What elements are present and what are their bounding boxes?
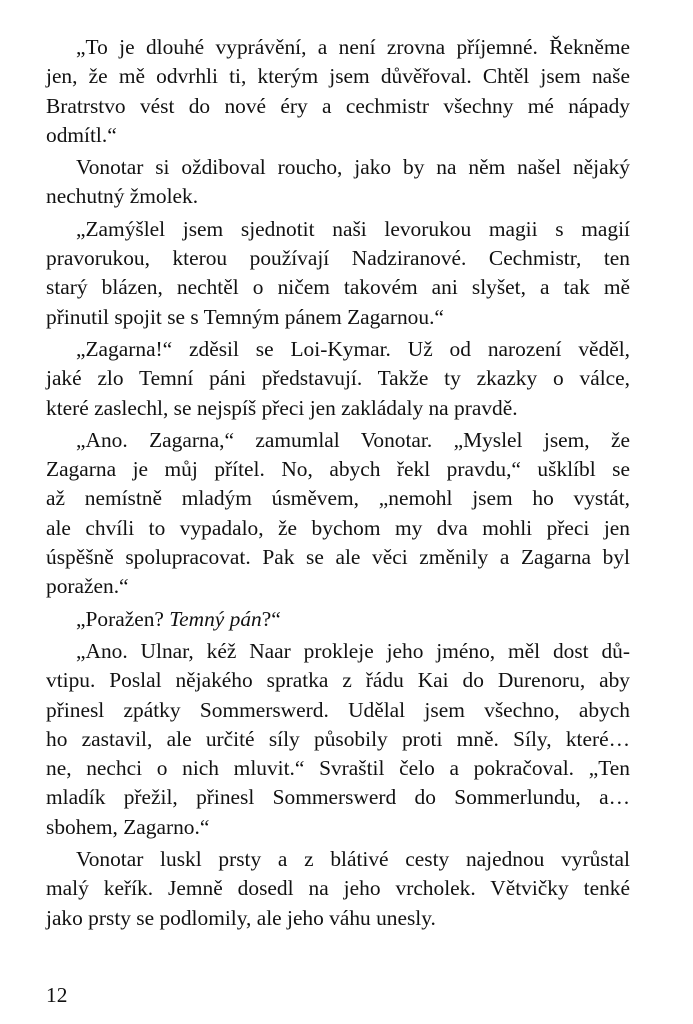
text-line: „Ano. Ulnar, kéž Naar prokleje jeho jméno, měl dost dů- — [76, 638, 630, 663]
text-line: Vonotar si oždiboval roucho, jako by na něm našel nějaký — [76, 155, 630, 180]
paragraph-6 — [46, 605, 630, 634]
text-line: až nemístně mladým úsměvem, „nemohl jsem ho vystát, — [46, 486, 630, 511]
paragraph-2 — [46, 153, 630, 212]
italic-text: Temný pán — [169, 606, 262, 631]
text-line: přinutil spojit se s Temným pánem Zagarnou.“ — [46, 304, 444, 329]
text-line: starý blázen, nechtěl o ničem takovém ani slyšet, a tak mě — [46, 275, 630, 300]
text-suffix: ?“ — [261, 606, 281, 631]
text-line: ale chvíli to vypadalo, že bychom my dva mohli přeci jen — [46, 515, 630, 540]
text-line: ne, nechci o nich mluvit.“ Svraštil čelo a pokračoval. „Ten — [46, 756, 630, 781]
paragraph-1 — [46, 33, 630, 150]
text-line: „Ano. Zagarna,“ zamumlal Vonotar. „Myslel jsem, že — [76, 427, 630, 452]
text-line: malý keřík. Jemně dosedl na jeho vrcholek. Větvičky tenké — [46, 876, 630, 901]
text-line: odmítl.“ — [46, 122, 117, 147]
paragraph-8 — [46, 845, 630, 933]
text-line: úspěšně spolupracovat. Pak se ale věci změnily a Zagarna byl — [46, 545, 630, 570]
text-line: jaké zlo Temní páni představují. Takže ty zkazky o válce, — [46, 366, 630, 391]
text-line: jako prsty se podlomily, ale jeho váhu unesly. — [46, 905, 436, 930]
text-line: Zagarna je můj přítel. No, abych řekl pravdu,“ ušklíbl se — [46, 457, 630, 482]
text-line: mladík přežil, přinesl Sommerswerd do Sommerlundu, a… — [46, 785, 630, 810]
text-line: pravorukou, kterou používají Nadziranové. Cechmistr, ten — [46, 246, 630, 271]
text-line: „Zamýšlel jsem sjednotit naši levorukou magii s magií — [76, 216, 630, 241]
paragraph-3 — [46, 215, 630, 332]
text-line: Vonotar luskl prsty a z blátivé cesty najednou vyrůstal — [76, 847, 630, 872]
page-number: 12 — [46, 983, 68, 1007]
text-line: jen, že mě odvrhli ti, kterým jsem důvěřoval. Chtěl jsem naše — [46, 64, 630, 89]
paragraph-7 — [46, 637, 630, 842]
paragraph-5 — [46, 426, 630, 602]
text-line: nechutný žmolek. — [46, 184, 199, 209]
text-line: poražen.“ — [46, 574, 129, 599]
text-line: „To je dlouhé vyprávění, a není zrovna příjemné. Řekněme — [76, 35, 630, 59]
page-body-text — [46, 33, 630, 936]
text-line: přinesl zpátky Sommerswerd. Udělal jsem všechno, abych — [46, 697, 630, 722]
text-line — [46, 605, 630, 634]
text-line: které zaslechl, se nejspíš přeci jen zakládaly na pravdě. — [46, 395, 518, 420]
text-line: ho zastavil, ale určité síly působily proti mně. Síly, které… — [46, 726, 630, 751]
text-line: Bratrstvo vést do nové éry a cechmistr všechny mé nápady — [46, 93, 630, 118]
text-line: vtipu. Poslal nějakého spratka z řádu Kai do Durenoru, aby — [46, 668, 630, 693]
text-prefix: „Poražen? — [76, 606, 170, 631]
text-line: „Zagarna!“ zděsil se Loi-Kymar. Už od narození věděl, — [76, 336, 630, 361]
text-line: sbohem, Zagarno.“ — [46, 814, 210, 839]
paragraph-4 — [46, 335, 630, 423]
